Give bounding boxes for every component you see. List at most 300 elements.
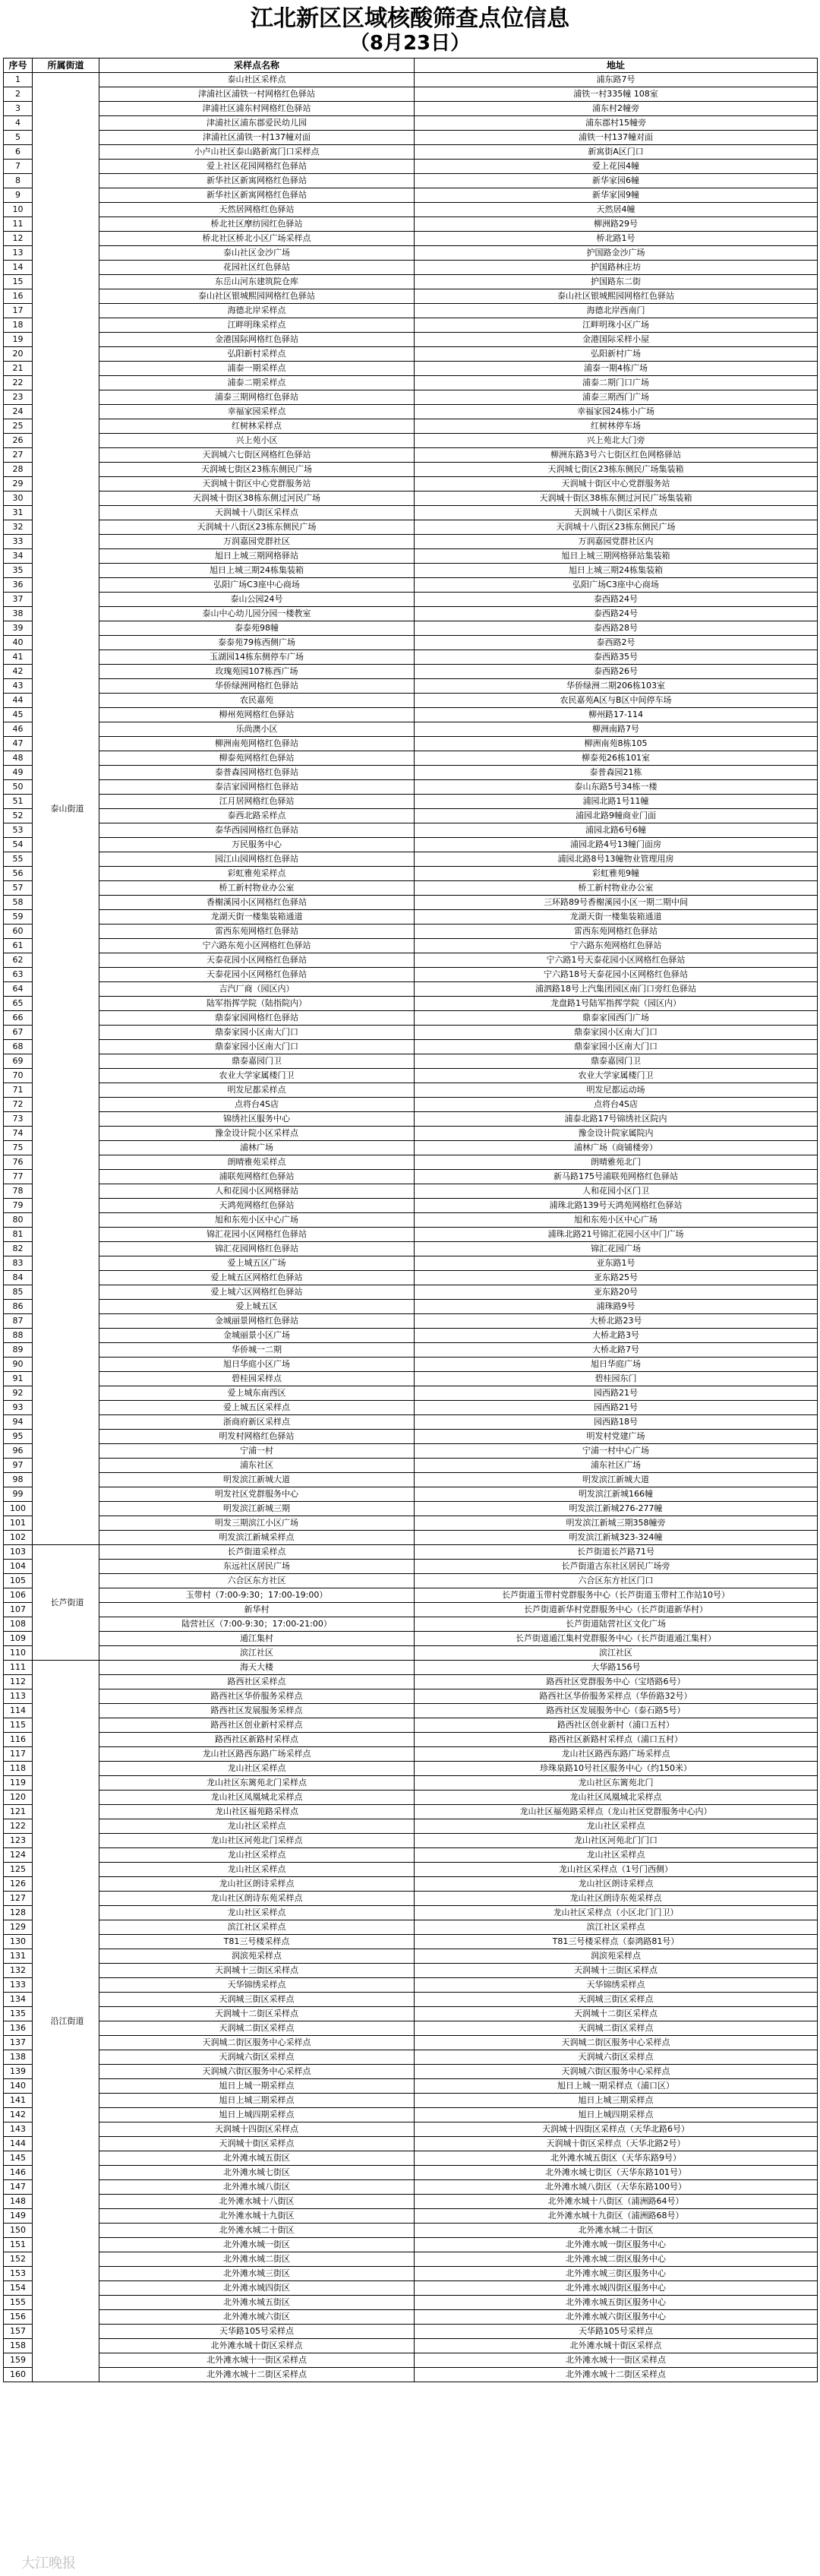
row-index: 156 <box>4 2310 33 2325</box>
table-row <box>4 737 818 751</box>
row-index: 97 <box>4 1459 33 1473</box>
table-row <box>4 2108 818 2122</box>
site-address: 浦珠路9号 <box>415 1300 818 1314</box>
site-name: 明发村网格红色驿站 <box>99 1430 415 1444</box>
site-name: 玉带村（7:00-9:30；17:00-19:00） <box>99 1588 415 1603</box>
row-index: 143 <box>4 2122 33 2137</box>
row-index: 99 <box>4 1487 33 1502</box>
table-row <box>4 419 818 434</box>
site-name: 泰山社区金沙广场 <box>99 246 415 261</box>
site-address: 浦园北路8号13幢物业管理用房 <box>415 852 818 867</box>
table-row <box>4 2180 818 2195</box>
row-index: 35 <box>4 564 33 578</box>
site-name: 明发三期滨江小区广场 <box>99 1516 415 1531</box>
row-index: 107 <box>4 1603 33 1617</box>
site-address: 泰山社区银城熙园网格红色驿站 <box>415 289 818 304</box>
site-address: 北外滩水城七街区（天华东路101号） <box>415 2166 818 2180</box>
site-name: 津浦社区浦东郡爱民幼儿园 <box>99 116 415 131</box>
table-row <box>4 1083 818 1098</box>
row-index: 32 <box>4 520 33 535</box>
site-name: 东岳山河东建筑院仓库 <box>99 275 415 289</box>
table-row <box>4 1776 818 1791</box>
site-name: 金城丽景小区广场 <box>99 1329 415 1343</box>
site-name: 豫金设计院小区采样点 <box>99 1127 415 1141</box>
table-row <box>4 2339 818 2353</box>
table-row <box>4 87 818 102</box>
row-index: 78 <box>4 1184 33 1199</box>
table-row <box>4 564 818 578</box>
site-name: 龙山社区路西东路广场采样点 <box>99 1747 415 1762</box>
row-index: 100 <box>4 1502 33 1516</box>
site-name: 爱上城东南西区 <box>99 1386 415 1401</box>
table-row <box>4 881 818 896</box>
row-index: 48 <box>4 751 33 766</box>
site-name: 旭日上城四期采样点 <box>99 2108 415 2122</box>
row-index: 102 <box>4 1531 33 1545</box>
table-row <box>4 1098 818 1112</box>
site-address: 兴上苑北大门旁 <box>415 434 818 448</box>
table-row <box>4 1646 818 1661</box>
site-name: 天润城十街区38栋东侧过河民广场 <box>99 491 415 506</box>
site-address: 龙山社区采样点 <box>415 1848 818 1863</box>
table-row <box>4 1906 818 1920</box>
site-name: 旭日上城一期采样点 <box>99 2079 415 2094</box>
site-name: 吉汽厂商（园区内） <box>99 982 415 997</box>
row-index: 27 <box>4 448 33 463</box>
table-row <box>4 1054 818 1069</box>
site-address: 天华路105号采样点 <box>415 2325 818 2339</box>
table-row <box>4 665 818 679</box>
site-name: 朗晴雅苑采样点 <box>99 1155 415 1170</box>
site-address: 天润城十二街区采样点 <box>415 2007 818 2021</box>
row-index: 118 <box>4 1762 33 1776</box>
site-address: 大华路156号 <box>415 1661 818 1675</box>
site-address: 明发滨江新城大道 <box>415 1473 818 1487</box>
site-name: 北外滩水城十八街区 <box>99 2195 415 2209</box>
row-index: 39 <box>4 621 33 636</box>
site-name: 华侨绿洲网格红色驿站 <box>99 679 415 694</box>
site-name: 龙山社区采样点 <box>99 1819 415 1834</box>
table-row <box>4 823 818 838</box>
site-name: 天润城十二街区采样点 <box>99 2007 415 2021</box>
table-row <box>4 1560 818 1574</box>
site-address: 明发滨江新城276-277幢 <box>415 1502 818 1516</box>
site-name: 明发滨江新城采样点 <box>99 1531 415 1545</box>
table-row <box>4 434 818 448</box>
site-name: 柳泰苑网格红色驿站 <box>99 751 415 766</box>
site-address: 天润城六街区采样点 <box>415 2050 818 2065</box>
table-row <box>4 535 818 549</box>
row-index: 17 <box>4 304 33 318</box>
row-index: 30 <box>4 491 33 506</box>
site-address: 明发滨江新城166幢 <box>415 1487 818 1502</box>
site-name: 天华路105号采样点 <box>99 2325 415 2339</box>
site-name: 华侨城一二期 <box>99 1343 415 1358</box>
table-row <box>4 520 818 535</box>
row-index: 28 <box>4 463 33 477</box>
table-row <box>4 333 818 347</box>
row-index: 38 <box>4 607 33 621</box>
table-row <box>4 1473 818 1487</box>
row-index: 157 <box>4 2325 33 2339</box>
row-index: 31 <box>4 506 33 520</box>
table-row <box>4 2252 818 2267</box>
row-index: 19 <box>4 333 33 347</box>
site-address: 旭日上城四期采样点 <box>415 2108 818 2122</box>
site-name: 明发社区党群服务中心 <box>99 1487 415 1502</box>
site-name: 爱上社区花园网格红色驿站 <box>99 160 415 174</box>
row-index: 90 <box>4 1358 33 1372</box>
row-index: 9 <box>4 188 33 203</box>
site-address: T81三号楼采样点（泰鸿路81号） <box>415 1935 818 1949</box>
table-row <box>4 2325 818 2339</box>
site-name: 北外滩水城五街区 <box>99 2151 415 2166</box>
row-index: 114 <box>4 1704 33 1718</box>
site-address: 北外滩水城十八街区（浦洲路64号） <box>415 2195 818 2209</box>
row-index: 23 <box>4 390 33 405</box>
row-index: 33 <box>4 535 33 549</box>
table-row <box>4 289 818 304</box>
row-index: 25 <box>4 419 33 434</box>
table-row <box>4 1531 818 1545</box>
site-address: 泰西路35号 <box>415 650 818 665</box>
site-address: 红树林停车场 <box>415 419 818 434</box>
site-name: 金城丽景网格红色驿站 <box>99 1314 415 1329</box>
page-subtitle: （8月23日） <box>349 32 471 55</box>
site-name: 柳洲南苑网格红色驿站 <box>99 737 415 751</box>
row-index: 50 <box>4 780 33 795</box>
site-address: 泰普森园21栋 <box>415 766 818 780</box>
site-address: 柳泰苑26栋101室 <box>415 751 818 766</box>
row-index: 66 <box>4 1011 33 1026</box>
row-index: 4 <box>4 116 33 131</box>
street-name: 沿江街道 <box>50 2015 84 2026</box>
table-row <box>4 838 818 852</box>
row-index: 5 <box>4 131 33 145</box>
table-row <box>4 694 818 708</box>
site-name: 花园社区红色驿站 <box>99 261 415 275</box>
site-name: 天润城十四街区采样点 <box>99 2122 415 2137</box>
site-name: 北外滩水城一街区 <box>99 2238 415 2252</box>
site-name: 津浦社区浦铁一村网格红色驿站 <box>99 87 415 102</box>
table-row <box>4 2209 818 2224</box>
site-name: 鼎泰嘉园门卫 <box>99 1054 415 1069</box>
site-address: 滨江社区采样点 <box>415 1920 818 1935</box>
table-row <box>4 1314 818 1329</box>
site-address: 北外滩水城四街区服务中心 <box>415 2281 818 2296</box>
row-index: 111 <box>4 1661 33 1675</box>
site-address: 北外滩水城三街区服务中心 <box>415 2267 818 2281</box>
site-name: 通江集村 <box>99 1632 415 1646</box>
site-name: 天润城十街区采样点 <box>99 2137 415 2151</box>
row-index: 126 <box>4 1877 33 1892</box>
row-index: 119 <box>4 1776 33 1791</box>
site-name: 天鸿苑网格红色驿站 <box>99 1199 415 1213</box>
site-address: 鼎泰家园小区南大门口 <box>415 1026 818 1040</box>
row-index: 121 <box>4 1805 33 1819</box>
site-name: 北外滩水城七街区 <box>99 2166 415 2180</box>
table-row <box>4 1127 818 1141</box>
site-address: 龙山社区河苑北门门口 <box>415 1834 818 1848</box>
row-index: 150 <box>4 2224 33 2238</box>
site-name: 爱上城五区网格红色驿站 <box>99 1271 415 1285</box>
site-address: 润滨苑采样点 <box>415 1949 818 1964</box>
row-index: 80 <box>4 1213 33 1228</box>
row-index: 151 <box>4 2238 33 2252</box>
table-row <box>4 246 818 261</box>
site-address: 明发村党建广场 <box>415 1430 818 1444</box>
site-name: 泰华西园网格红色驿站 <box>99 823 415 838</box>
table-row <box>4 217 818 232</box>
site-address: 人和花园小区门卫 <box>415 1184 818 1199</box>
table-row <box>4 390 818 405</box>
row-index: 26 <box>4 434 33 448</box>
row-index: 3 <box>4 102 33 116</box>
site-name: 路西社区发展服务采样点 <box>99 1704 415 1718</box>
site-address: 泰西路2号 <box>415 636 818 650</box>
site-address: 天润城十八街区采样点 <box>415 506 818 520</box>
site-address: 弘阳新村广场 <box>415 347 818 362</box>
site-name: 碧桂园采样点 <box>99 1372 415 1386</box>
site-address: 北外滩水城五街区服务中心 <box>415 2296 818 2310</box>
table-row <box>4 1112 818 1127</box>
site-address: 明发尼都运动场 <box>415 1083 818 1098</box>
site-name: 小卢山社区泰山路新寓门口采样点 <box>99 145 415 160</box>
row-index: 70 <box>4 1069 33 1083</box>
table-row <box>4 722 818 737</box>
table-row <box>4 2353 818 2368</box>
site-address: 桥北路1号 <box>415 232 818 246</box>
table-row <box>4 1487 818 1502</box>
row-index: 96 <box>4 1444 33 1459</box>
street-cell <box>33 1661 99 2382</box>
site-address: 农民嘉苑A区与B区中间停车场 <box>415 694 818 708</box>
row-index: 139 <box>4 2065 33 2079</box>
row-index: 43 <box>4 679 33 694</box>
site-name: 万民服务中心 <box>99 838 415 852</box>
site-name: 金港国际网格红色驿站 <box>99 333 415 347</box>
row-index: 155 <box>4 2296 33 2310</box>
site-name: 锦汇花园网格红色驿站 <box>99 1242 415 1256</box>
row-index: 36 <box>4 578 33 593</box>
site-address: 新马路175号浦联苑网格红色驿站 <box>415 1170 818 1184</box>
site-address: 龙盘路1号陆军指挥学院（园区内） <box>415 997 818 1011</box>
table-row <box>4 2267 818 2281</box>
site-address: 明发滨江新城三期358幢旁 <box>415 1516 818 1531</box>
table-row <box>4 607 818 621</box>
row-index: 8 <box>4 174 33 188</box>
row-index: 72 <box>4 1098 33 1112</box>
table-row <box>4 1733 818 1747</box>
table-row <box>4 1964 818 1978</box>
site-name: 六合区东方社区 <box>99 1574 415 1588</box>
street-name: 泰山街道 <box>50 803 84 814</box>
site-name: 龙山社区福苑路采样点 <box>99 1805 415 1819</box>
table-row <box>4 809 818 823</box>
table-row <box>4 318 818 333</box>
site-address: 锦汇花园广场 <box>415 1242 818 1256</box>
site-address: 北外滩水城十一街区采样点 <box>415 2353 818 2368</box>
row-index: 86 <box>4 1300 33 1314</box>
row-index: 132 <box>4 1964 33 1978</box>
table-row <box>4 953 818 968</box>
table-row <box>4 232 818 246</box>
site-address: 亚东路20号 <box>415 1285 818 1300</box>
row-index: 92 <box>4 1386 33 1401</box>
row-index: 7 <box>4 160 33 174</box>
site-name: 明发尼都采样点 <box>99 1083 415 1098</box>
row-index: 136 <box>4 2021 33 2036</box>
table-row <box>4 708 818 722</box>
row-index: 101 <box>4 1516 33 1531</box>
site-name: 弘阳新村采样点 <box>99 347 415 362</box>
site-name: 龙山社区河苑北门采样点 <box>99 1834 415 1848</box>
row-index: 108 <box>4 1617 33 1632</box>
table-row <box>4 131 818 145</box>
site-name: 滨江社区 <box>99 1646 415 1661</box>
site-name: 彩虹雅苑采样点 <box>99 867 415 881</box>
site-name: 龙山社区凤凰城北采样点 <box>99 1791 415 1805</box>
site-address: 泰西路24号 <box>415 593 818 607</box>
table-row <box>4 1343 818 1358</box>
site-address: 华侨绿洲二期206栋103室 <box>415 679 818 694</box>
site-name: 浙商府新区采样点 <box>99 1415 415 1430</box>
row-index: 12 <box>4 232 33 246</box>
table-row <box>4 1213 818 1228</box>
row-index: 82 <box>4 1242 33 1256</box>
site-address: 亚东路25号 <box>415 1271 818 1285</box>
table-row <box>4 275 818 289</box>
site-address: 宁六路1号天泰花园小区网格红色驿站 <box>415 953 818 968</box>
row-index: 146 <box>4 2166 33 2180</box>
table-row <box>4 679 818 694</box>
table-row <box>4 1574 818 1588</box>
site-address: 天华锦绣采样点 <box>415 1978 818 1993</box>
site-name: 桥工新村物业办公室 <box>99 881 415 896</box>
site-name: 滨江社区采样点 <box>99 1920 415 1935</box>
site-address: 浦泰二期门口广场 <box>415 376 818 390</box>
site-name: 柳州苑网格红色驿站 <box>99 708 415 722</box>
row-index: 145 <box>4 2151 33 2166</box>
site-address: 新华家园9幢 <box>415 188 818 203</box>
site-name: 泰洁家园网格红色驿站 <box>99 780 415 795</box>
row-index: 120 <box>4 1791 33 1805</box>
site-name: 泰泰苑98幢 <box>99 621 415 636</box>
site-name: 红树林采样点 <box>99 419 415 434</box>
row-index: 13 <box>4 246 33 261</box>
site-address: 天润城二街区采样点 <box>415 2021 818 2036</box>
site-address: 天润城十三街区采样点 <box>415 1964 818 1978</box>
row-index: 152 <box>4 2252 33 2267</box>
row-index: 129 <box>4 1920 33 1935</box>
table-row <box>4 477 818 491</box>
table-row <box>4 1401 818 1415</box>
row-index: 18 <box>4 318 33 333</box>
table-body <box>4 73 818 2382</box>
table-row <box>4 1718 818 1733</box>
table-row <box>4 1372 818 1386</box>
site-name: 鼎泰家园小区南大门口 <box>99 1026 415 1040</box>
site-address: 天润城六街区服务中心采样点 <box>415 2065 818 2079</box>
site-address: 路西社区发展服务中心（泰石路5号） <box>415 1704 818 1718</box>
table-row <box>4 1978 818 1993</box>
table-row <box>4 1040 818 1054</box>
site-name: 北外滩水城八街区 <box>99 2180 415 2195</box>
row-index: 103 <box>4 1545 33 1560</box>
table-header-row <box>4 58 818 73</box>
row-index: 45 <box>4 708 33 722</box>
site-name: 北外滩水城十二街区采样点 <box>99 2368 415 2382</box>
table-row <box>4 1242 818 1256</box>
row-index: 109 <box>4 1632 33 1646</box>
site-address: 天润城十四街区采样点（天华北路6号） <box>415 2122 818 2137</box>
site-address: 天润城七街区23栋东侧民广场集装箱 <box>415 463 818 477</box>
site-address: 护国路林庄坊 <box>415 261 818 275</box>
site-name: 海德北岸采样点 <box>99 304 415 318</box>
row-index: 54 <box>4 838 33 852</box>
site-name: 泰山公园24号 <box>99 593 415 607</box>
table-row <box>4 1300 818 1314</box>
table-row <box>4 1430 818 1444</box>
table-row <box>4 1762 818 1776</box>
site-name: 海天大楼 <box>99 1661 415 1675</box>
site-name: 爱上城五区采样点 <box>99 1401 415 1415</box>
site-name: 桥北社区桥北小区广场采样点 <box>99 232 415 246</box>
site-address: 浦铁一村137幢对面 <box>415 131 818 145</box>
site-address: 珍珠泉路10号社区服务中心（约150米） <box>415 1762 818 1776</box>
table-row <box>4 405 818 419</box>
row-index: 55 <box>4 852 33 867</box>
row-index: 10 <box>4 203 33 217</box>
site-address: 龙山社区路西东路广场采样点 <box>415 1747 818 1762</box>
table-row <box>4 2368 818 2382</box>
site-address: 弘阳广场C3座中心商场 <box>415 578 818 593</box>
site-address: 路西社区华侨服务采样点（华侨路32号） <box>415 1689 818 1704</box>
row-index: 142 <box>4 2108 33 2122</box>
table-row <box>4 1155 818 1170</box>
site-address: 大桥北路23号 <box>415 1314 818 1329</box>
site-address: 泰西路28号 <box>415 621 818 636</box>
site-address: 浦园北路9幢商业门面 <box>415 809 818 823</box>
row-index: 73 <box>4 1112 33 1127</box>
table-row <box>4 2224 818 2238</box>
row-index: 115 <box>4 1718 33 1733</box>
site-name: 浦泰一期采样点 <box>99 362 415 376</box>
table-row <box>4 2065 818 2079</box>
row-index: 16 <box>4 289 33 304</box>
site-name: 锦绣社区服务中心 <box>99 1112 415 1127</box>
site-name: 龙山社区采样点 <box>99 1762 415 1776</box>
site-address: 亚东路1号 <box>415 1256 818 1271</box>
row-index: 22 <box>4 376 33 390</box>
table-row <box>4 2036 818 2050</box>
site-address: 北外滩水城八街区（天华东路100号） <box>415 2180 818 2195</box>
table-row <box>4 1603 818 1617</box>
row-index: 24 <box>4 405 33 419</box>
table-row <box>4 1069 818 1083</box>
site-name: 北外滩水城十街区采样点 <box>99 2339 415 2353</box>
row-index: 125 <box>4 1863 33 1877</box>
site-address: 浦珠北路139号天鸿苑网格红色驿站 <box>415 1199 818 1213</box>
row-index: 110 <box>4 1646 33 1661</box>
site-address: 鼎泰家园小区南大门口 <box>415 1040 818 1054</box>
site-name: 浦东社区 <box>99 1459 415 1473</box>
table-row <box>4 2094 818 2108</box>
site-address: 浦东村2幢旁 <box>415 102 818 116</box>
site-address: 长芦街道长芦路71号 <box>415 1545 818 1560</box>
site-name: 陆军指挥学院（陆指院内） <box>99 997 415 1011</box>
site-address: 旭日华庭广场 <box>415 1358 818 1372</box>
